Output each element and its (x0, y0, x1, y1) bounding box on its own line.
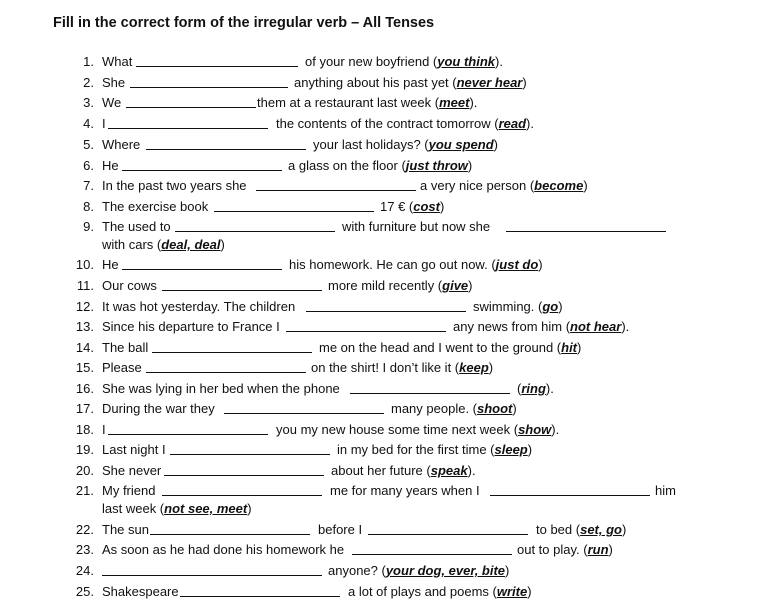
answer-blank[interactable] (122, 255, 282, 270)
verb-hint: you spend (428, 137, 494, 152)
verb-hint: read (498, 116, 527, 131)
verb-hint: write (496, 584, 528, 599)
answer-blank[interactable] (146, 358, 306, 373)
verb-hint: not see, meet (164, 501, 248, 516)
worksheet-title: Fill in the correct form of the irregular verb – All Tenses (53, 15, 435, 31)
verb-hint: show (518, 422, 552, 437)
answer-blank[interactable] (122, 156, 282, 171)
answer-blank[interactable] (152, 338, 312, 353)
answer-blank[interactable] (162, 276, 322, 291)
verb-hint: set, go (580, 522, 622, 537)
answer-blank[interactable] (352, 540, 512, 555)
answer-blank[interactable] (306, 297, 466, 312)
answer-blank[interactable] (286, 317, 446, 332)
answer-blank[interactable] (164, 461, 324, 476)
verb-hint: keep (459, 360, 489, 375)
answer-blank[interactable] (490, 481, 650, 496)
answer-blank[interactable] (214, 197, 374, 212)
answer-blank[interactable] (224, 399, 384, 414)
answer-blank[interactable] (102, 561, 322, 576)
verb-hint: just throw (405, 158, 468, 173)
answer-blank[interactable] (180, 582, 340, 597)
answer-blank[interactable] (136, 52, 298, 67)
answer-blank[interactable] (126, 93, 256, 108)
answer-blank[interactable] (146, 135, 306, 150)
verb-hint: sleep (494, 442, 528, 457)
verb-hint: just do (495, 257, 539, 272)
verb-hint: speak (430, 463, 468, 478)
answer-blank[interactable] (108, 114, 268, 129)
verb-hint: go (542, 299, 559, 314)
answer-blank[interactable] (506, 217, 666, 232)
answer-blank[interactable] (130, 73, 288, 88)
verb-hint: ring (521, 381, 546, 396)
verb-hint: never hear (456, 75, 523, 90)
verb-hint: not hear (570, 319, 622, 334)
exercise-item-continued: last week (not see, meet) (102, 501, 252, 516)
answer-blank[interactable] (170, 440, 330, 455)
answer-blank[interactable] (150, 520, 310, 535)
answer-blank[interactable] (368, 520, 528, 535)
verb-hint: your dog, ever, bite (385, 563, 506, 578)
verb-hint: you think (437, 54, 496, 69)
verb-hint: meet (439, 95, 470, 110)
answer-blank[interactable] (256, 176, 416, 191)
verb-hint: hit (561, 340, 578, 355)
answer-blank[interactable] (162, 481, 322, 496)
answer-blank[interactable] (108, 420, 268, 435)
verb-hint: cost (413, 199, 440, 214)
verb-hint: shoot (477, 401, 513, 416)
verb-hint: give (442, 278, 469, 293)
verb-hint: run (587, 542, 609, 557)
exercise-item-continued: with cars (deal, deal) (102, 237, 225, 252)
verb-hint: become (534, 178, 584, 193)
answer-blank[interactable] (350, 379, 510, 394)
answer-blank[interactable] (175, 217, 335, 232)
verb-hint: deal, deal (161, 237, 221, 252)
